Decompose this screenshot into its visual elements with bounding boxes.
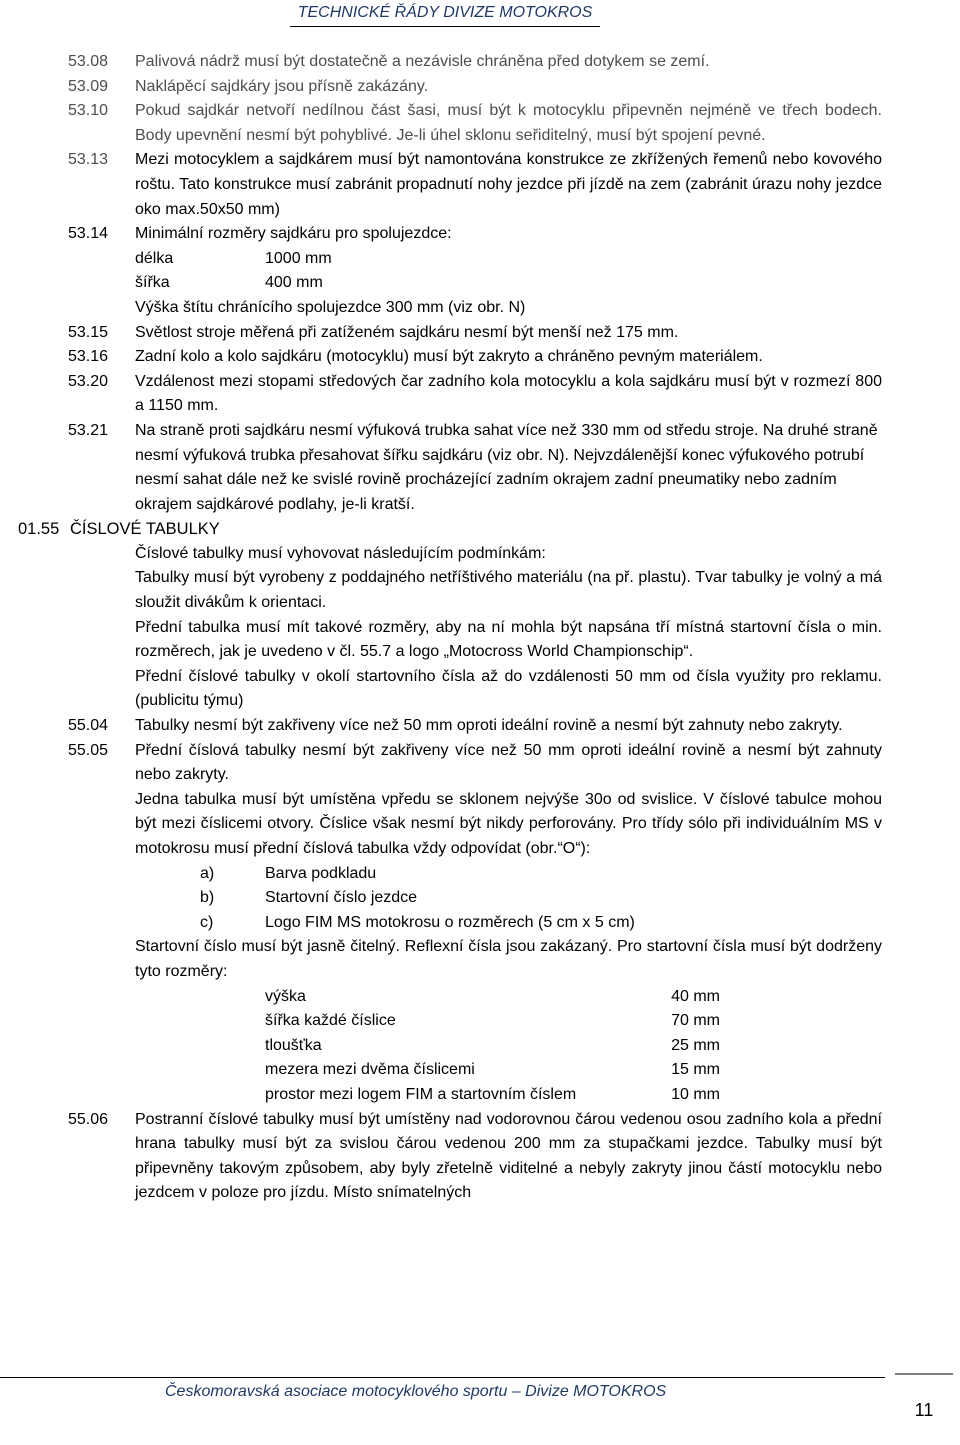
- dimension-value: 1000 mm: [265, 249, 332, 267]
- footer-divider: [0, 1377, 885, 1378]
- item-text: Postranní číslové tabulky musí být umístěny nad vodorovnou čárou vedenou osou zadního kola a přední hrana tabulky musí být za svislou čárou vedenou 200 mm za stupačkami jezdce. Tabulky musí být připevněny takovým způsobem, aby byly zřetelně viditelné a nebyly zakryty jinou částí motocyklu nebo jezdcem v poloze pro jízdu. Místo snímatelných: [135, 1110, 882, 1202]
- section-paragraph: Tabulky musí být vyrobeny z poddajného netříštivého materiálu (na př. plastu). Tvar tabulky je volný a má sloužit divákům k orientaci.: [135, 569, 882, 612]
- dimension-row: [0, 247, 960, 272]
- page-header: TECHNICKÉ ŘÁDY DIVIZE MOTOKROS: [290, 0, 600, 27]
- size-label: výška: [265, 987, 306, 1005]
- item-number: 53.15: [68, 323, 109, 341]
- size-row: [0, 1083, 960, 1108]
- item-number: 55.06: [68, 1110, 109, 1128]
- item-number: 53.16: [68, 348, 109, 366]
- item-number: 55.04: [68, 717, 109, 735]
- item-53-08: [0, 50, 960, 75]
- dimension-value: 400 mm: [265, 274, 323, 292]
- size-row: [0, 1009, 960, 1034]
- list-text: Barva podkladu: [265, 864, 377, 882]
- list-text: Startovní číslo jezdce: [265, 889, 418, 907]
- item-53-10: [0, 99, 960, 148]
- item-53-16: [0, 345, 960, 370]
- list-marker: c): [200, 913, 214, 931]
- item-text: Vzdálenost mezi stopami středových čar zadního kola motocyklu a kola sajdkáru musí být v rozmezí 800 a 1150 mm.: [135, 372, 882, 415]
- size-row: [0, 985, 960, 1010]
- item-53-13: [0, 148, 960, 222]
- list-item: [0, 862, 960, 887]
- list-marker: a): [200, 864, 215, 882]
- dimension-row: [0, 271, 960, 296]
- size-label: mezera mezi dvěma číslicemi: [265, 1061, 475, 1079]
- item-number: 53.08: [68, 53, 109, 70]
- item-text: Přední číslová tabulky nesmí být zakřiveny více než 50 mm oproti ideální rovině a nesmí být zahnuty nebo zakryty.: [135, 741, 882, 784]
- item-text: Zadní kolo a kolo sajdkáru (motocyklu) musí být zakryto a chráněno pevným materiálem.: [135, 348, 763, 366]
- item-53-20: [0, 370, 960, 419]
- dimension-label: šířka: [135, 274, 170, 292]
- item-number: 53.14: [68, 225, 109, 243]
- item-53-14: [0, 222, 960, 247]
- item-55-04: [0, 714, 960, 739]
- size-value: 15 mm: [671, 1061, 720, 1079]
- item-number: 53.20: [68, 372, 109, 390]
- item-number: 55.05: [68, 741, 109, 759]
- page-number: 11: [895, 1373, 953, 1419]
- front-plate-paragraph: Jedna tabulka musí být umístěna vpředu se sklonem nejvýše 30o od svislice. V číslové tabulce mohou být mezi číslicemi otvory. Číslice však nesmí být nikdy perforovány. Pro třídy sólo při individuálním MS v motokrosu musí přední číslová tabulka vždy odpovídat (obr.“O“):: [135, 790, 882, 857]
- section-paragraph: Číslové tabulky musí vyhovovat následujícím podmínkám:: [135, 544, 546, 562]
- item-text: Mezi motocyklem a sajdkárem musí být namontována konstrukce ze zkřížených řemenů nebo kovového roštu. Tato konstrukce musí zabránit propadnutí nohy jezdce při jízdě na zem (zabránit úrazu nohy jezdce oko max.50x50 mm): [135, 151, 882, 218]
- size-value: 10 mm: [671, 1085, 720, 1103]
- section-paragraph: Přední číslové tabulky v okolí startovního čísla až do vzdálenosti 50 mm od čísla využity pro reklamu.(publicitu týmu): [135, 667, 882, 710]
- section-title: ČÍSLOVÉ TABULKY: [70, 520, 220, 539]
- list-marker: b): [200, 889, 215, 907]
- size-label: tloušťka: [265, 1036, 322, 1054]
- section-number: 01.55: [18, 520, 60, 539]
- list-item: [0, 911, 960, 936]
- item-53-21: [0, 419, 960, 517]
- item-text: Pokud sajdkár netvoří nedílnou část šasi, musí být k motocyklu připevněn nejméně ve třech bodech. Body upevnění nesmí být pohyblivé. Je-li úhel sklonu seřiditelný, musí být spojení pevné.: [135, 102, 882, 144]
- dimension-label: délka: [135, 249, 174, 267]
- list-text: Logo FIM MS motokrosu o rozměrech (5 cm x 5 cm): [265, 913, 635, 931]
- item-text: Palivová nádrž musí být dostatečně a nezávisle chráněna před dotykem se zemí.: [135, 53, 710, 70]
- item-text: Minimální rozměry sajdkáru pro spolujezdce:: [135, 225, 452, 243]
- item-53-15: [0, 321, 960, 346]
- item-53-09: [0, 75, 960, 100]
- section-paragraph: Přední tabulka musí mít takové rozměry, aby na ní mohla být napsána tří místná startovní čísla o min. rozměrech, jak je uvedeno v čl. 55.7 a logo „Motocross World Championschip“.: [135, 618, 882, 661]
- list-item: [0, 886, 960, 911]
- start-number-paragraph: Startovní číslo musí být jasně čitelný. Reflexní čísla jsou zakázaný. Pro startovní čísla musí být dodrženy tyto rozměry:: [135, 938, 882, 980]
- size-value: 40 mm: [671, 987, 720, 1005]
- item-text: Na straně proti sajdkáru nesmí výfuková trubka sahat více než 330 mm od středu stroje. Na druhé straně nesmí výfuková trubka přesahovat šířku sajdkáru (viz obr. N). Nejvzdálenější konec výfukového potrubí nesmí sahat dále než ke svislé rovině procházející zadním okrajem zadní pneumatiky nebo zadním okrajem sajdkárové podlahy, je-li kratší.: [135, 421, 878, 513]
- size-value: 25 mm: [671, 1036, 720, 1054]
- item-text: Světlost stroje měřená při zatíženém sajdkáru nesmí být menší než 175 mm.: [135, 323, 679, 341]
- item-number: 53.09: [68, 77, 109, 95]
- item-text: Naklápěcí sajdkáry jsou přísně zakázány.: [135, 77, 429, 95]
- item-number: 53.10: [68, 102, 109, 120]
- page-footer: Českomoravská asociace motocyklového sportu – Divize MOTOKROS: [165, 1383, 667, 1400]
- size-value: 70 mm: [671, 1012, 720, 1030]
- size-row: [0, 1034, 960, 1059]
- section-heading: [0, 517, 960, 542]
- shield-height: Výška štítu chránícího spolujezdce 300 mm (viz obr. N): [135, 298, 526, 316]
- size-row: [0, 1058, 960, 1083]
- document-body: [0, 50, 960, 1206]
- item-number: 53.13: [68, 151, 109, 169]
- item-text: Tabulky nesmí být zakřiveny více než 50 mm oproti ideální rovině a nesmí být zahnuty nebo zakryty.: [135, 717, 843, 735]
- item-number: 53.21: [68, 421, 109, 439]
- item-55-05: [0, 739, 960, 788]
- item-55-06: [0, 1108, 960, 1206]
- size-label: šířka každé číslice: [265, 1012, 396, 1030]
- size-label: prostor mezi logem FIM a startovním číslem: [265, 1085, 577, 1103]
